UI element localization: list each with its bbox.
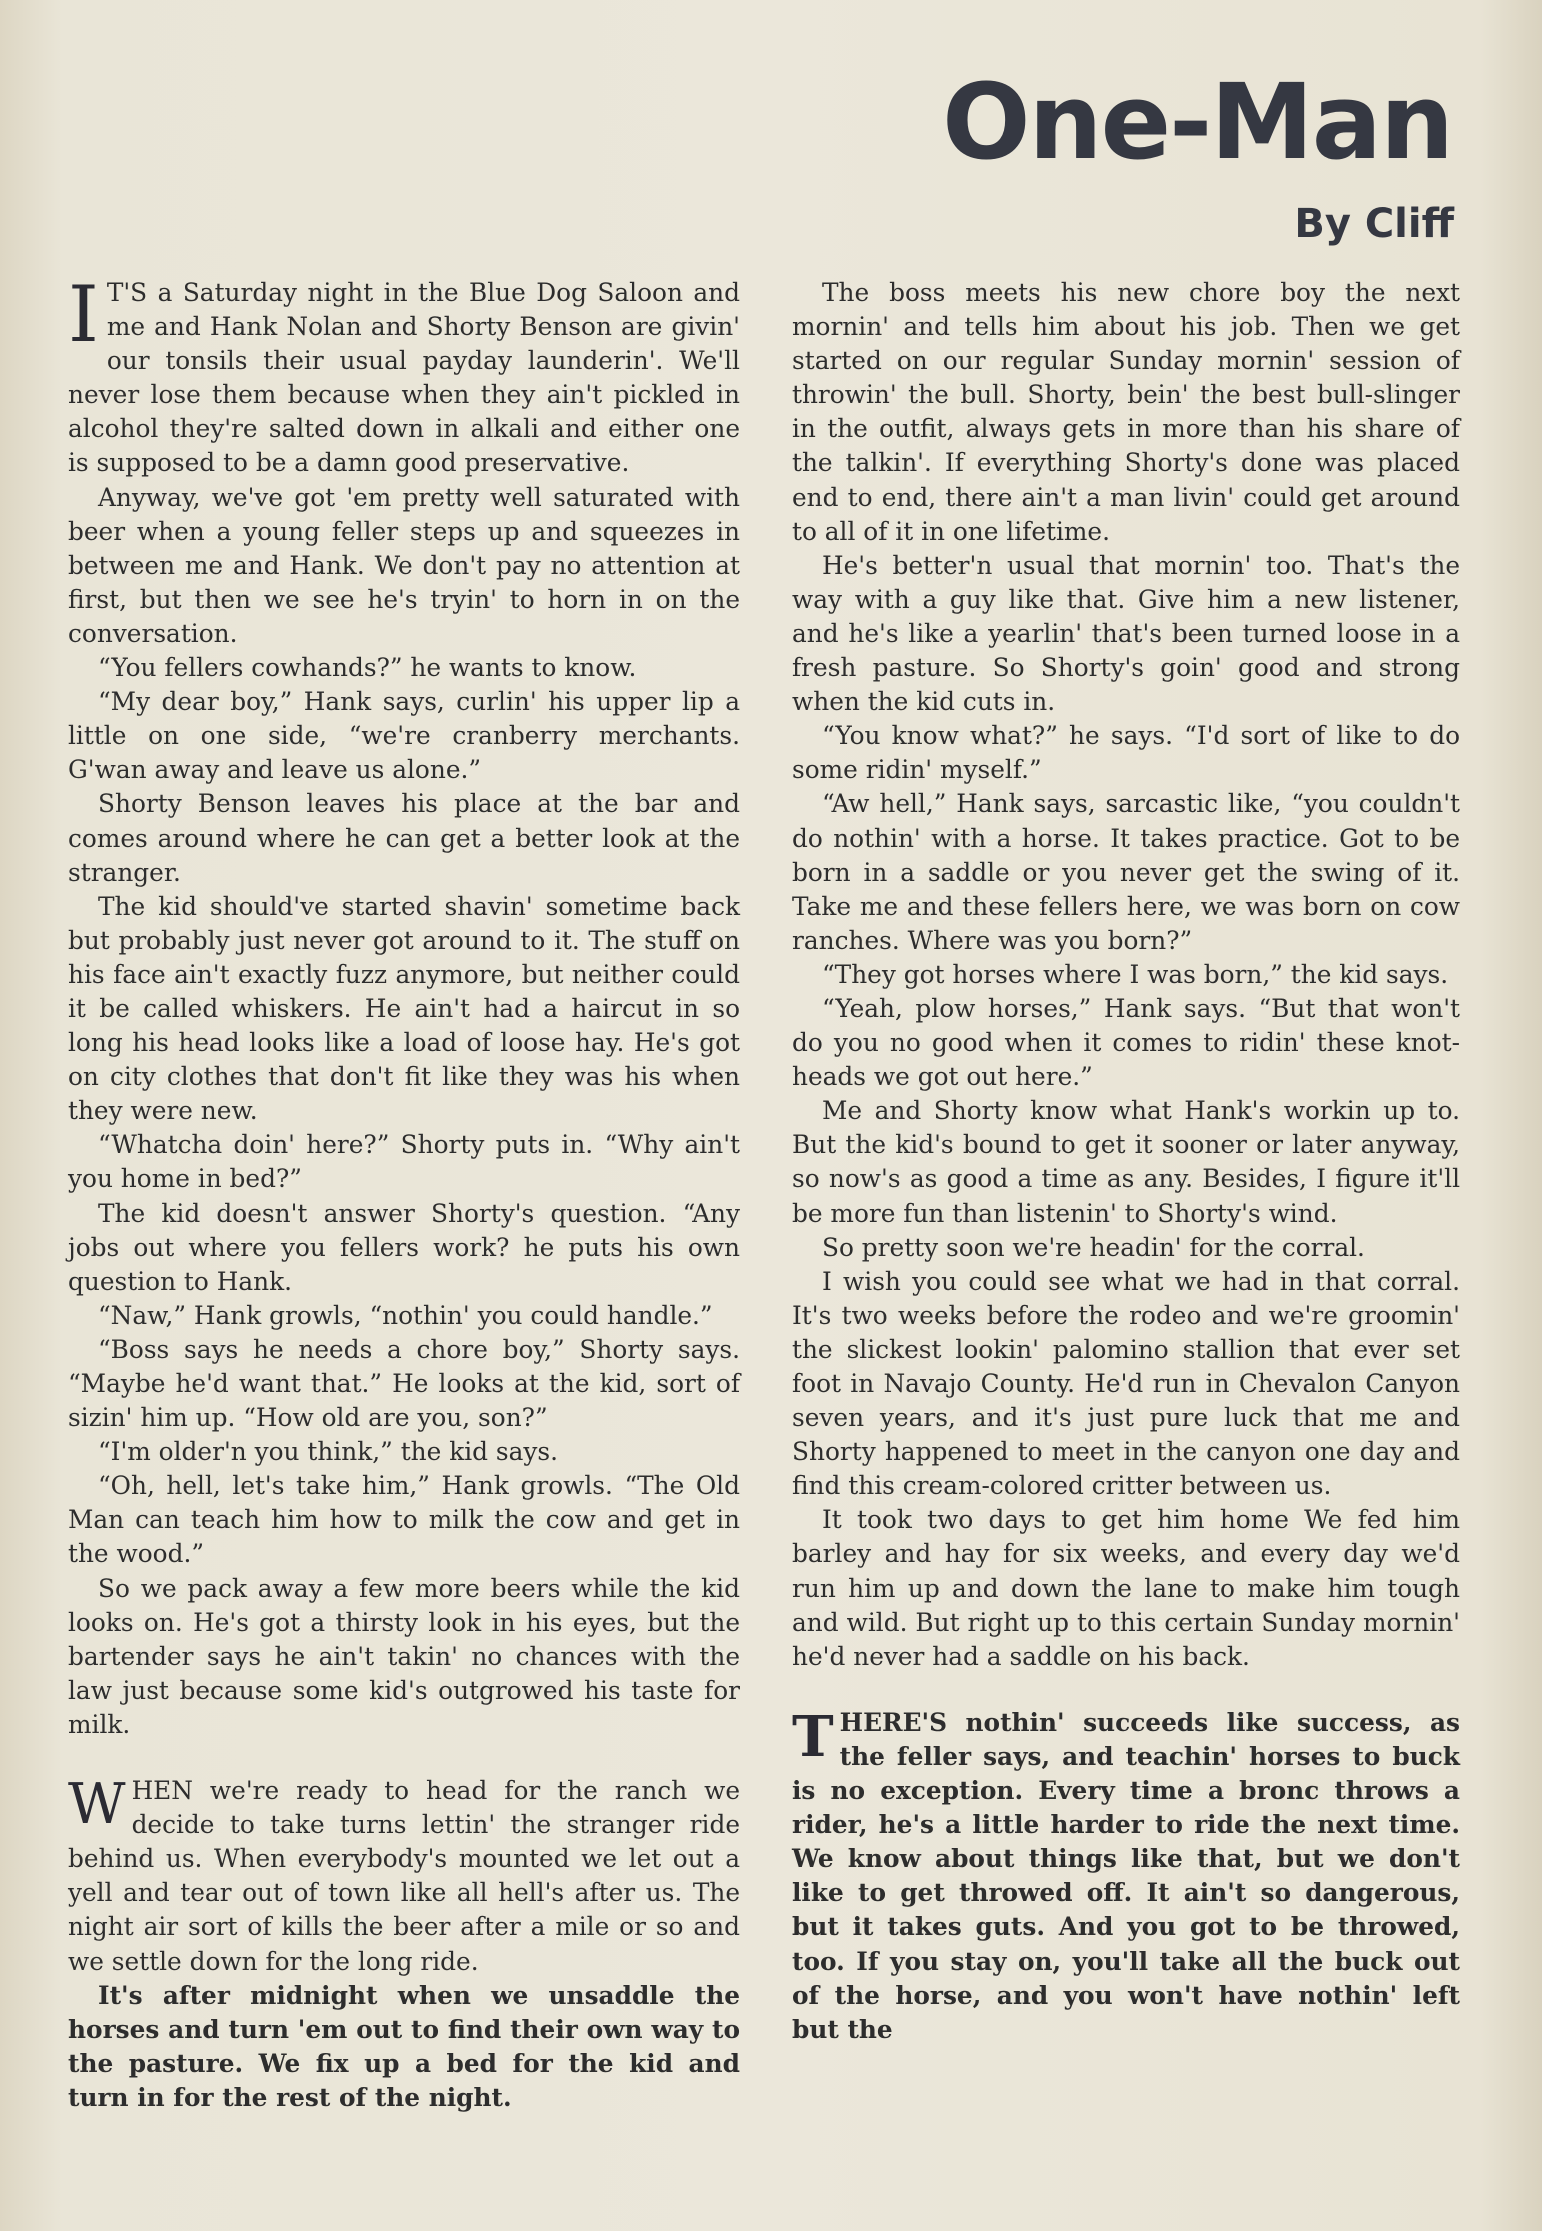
right-column	[792, 276, 1460, 2047]
paragraph: I wish you could see what we had in that corral. It's two weeks before the rodeo and we're groomin' the slickest lookin' palomino stallion that ever set foot in Navajo County. He'd run in Chevalon Canyon seven years, and it's just pure luck that me and Shorty happened to meet in the canyon one day and find this cream-colored critter between us.	[792, 1266, 1460, 1501]
paragraph: “Oh, hell, let's take him,” Hank growls. “The Old Man can teach him how to milk the cow and get in the wood.”	[68, 1471, 740, 1569]
paragraph: The boss meets his new chore boy the next mornin' and tells him about his job. Then we get started on our regular Sunday mornin' session of throwin' the bull. Shorty, bein' the best bull-slinger in the outfit, always gets in more than his share of the talkin'. If everything Shorty's done was placed end to end, there ain't a man livin' could get around to all of it in one lifetime.	[792, 278, 1460, 546]
author-byline: By Cliff	[1294, 201, 1454, 247]
paragraph: “They got horses where I was born,” the kid says.	[822, 959, 1449, 989]
paragraph	[68, 1774, 740, 1979]
paragraph: “My dear boy,” Hank says, curlin' his upper lip a little on one side, “we're cranberry merchants. G'wan away and leave us alone.”	[68, 687, 740, 785]
drop-cap: T	[792, 1703, 834, 1770]
paragraph	[68, 270, 740, 481]
paragraph: It's after midnight when we unsaddle the horses and turn 'em out to find their own way to the pasture. We fix up a bed for the kid and turn in for the rest of the night.	[68, 1980, 740, 2112]
paragraph: “You fellers cowhands?” he wants to know.	[98, 653, 637, 683]
paragraph: So we pack away a few more beers while the kid looks on. He's got a thirsty look in his eyes, but the bartender says he ain't takin' no chances with the law just because some kid's outgrowed his taste for milk.	[68, 1573, 740, 1739]
paragraph: “You know what?” he says. “I'd sort of like to do some ridin' myself.”	[792, 721, 1460, 785]
paragraph-text: HERE'S nothin' succeeds like success, as the feller says, and teachin' horses to buck is no exception. Every time a bronc throws a rider, he's a little harder to ride the next time. We know about things like that, but we don't like to get throwed off. It ain't so dangerous, but it takes guts. And you got to be throwed, too. If you stay on, you'll take all the buck out of the horse, and you won't have nothin' left but the	[792, 1707, 1460, 2044]
paragraph: “Boss says he needs a chore boy,” Shorty says. “Maybe he'd want that.” He looks at the kid, sort of sizin' him up. “How old are you, son?”	[68, 1334, 740, 1433]
paragraph: Anyway, we've got 'em pretty well saturated with beer when a young feller steps up and squeezes in between me and Hank. We don't pay no attention at first, but then we see he's tryin' to horn in on the conversation.	[68, 482, 740, 648]
paragraph-text: HEN we're ready to head for the ranch we decide to take turns lettin' the stranger ride behind us. When everybody's mounted we let out a yell and tear out of town like all hell's after us. The night air sort of kills the beer after a mile or so and we settle down for the long ride.	[68, 1776, 740, 1976]
paragraph: “Naw,” Hank growls, “nothin' you could handle.”	[98, 1300, 713, 1330]
paragraph: “I'm older'n you think,” the kid says.	[98, 1437, 559, 1467]
section-break	[68, 1742, 740, 1774]
paragraph-text: T'S a Saturday night in the Blue Dog Saloon and me and Hank Nolan and Shorty Benson are givin' our tonsils their usual payday launderin'. We'll never lose them because when they ain't pickled in alcohol they're salted down in alkali and either one is supposed to be a damn good preservative.	[68, 278, 740, 478]
paragraph: The kid should've started shavin' sometime back but probably just never got around to it. The stuff on his face ain't exactly fuzz anymore, but neither could it be called whiskers. He ain't had a haircut in so long his head looks like a load of loose hay. He's got on city clothes that don't fit like they was his when they were new.	[68, 891, 740, 1126]
story-title: One-Man	[942, 61, 1452, 183]
drop-cap: W	[68, 1772, 126, 1838]
section-break	[792, 1674, 1460, 1706]
left-column	[68, 270, 740, 2115]
paragraph: “Whatcha doin' here?” Shorty puts in. “Why ain't you home in bed?”	[68, 1130, 740, 1194]
paragraph: It took two days to get him home We fed him barley and hay for six weeks, and every day we'd run him up and down the lane to make him tough and wild. But right up to this certain Sunday mornin' he'd never had a saddle on his back.	[792, 1505, 1460, 1671]
paragraph: He's better'n usual that mornin' too. That's the way with a guy like that. Give him a new listener, and he's like a yearlin' that's been turned loose in a fresh pasture. So Shorty's goin' good and strong when the kid cuts in.	[792, 550, 1460, 717]
paragraph	[792, 1703, 1460, 2047]
paragraph: The kid doesn't answer Shorty's question. “Any jobs out where you fellers work? he puts his own question to Hank.	[68, 1198, 740, 1296]
paragraph: So pretty soon we're headin' for the corral.	[822, 1232, 1365, 1262]
paragraph: “Yeah, plow horses,” Hank says. “But that won't do you no good when it comes to ridin' these knot-heads we got out here.”	[792, 993, 1460, 1092]
paragraph: “Aw hell,” Hank says, sarcastic like, “you couldn't do nothin' with a horse. It takes practice. Got to be born in a saddle or you never get the swing of it. Take me and these fellers here, we was born on cow ranches. Where was you born?”	[792, 789, 1460, 955]
drop-cap: I	[68, 270, 99, 360]
paragraph: Shorty Benson leaves his place at the bar and comes around where he can get a better look at the stranger.	[68, 789, 740, 887]
paragraph: Me and Shorty know what Hank's workin up to. But the kid's bound to get it sooner or later anyway, so now's as good a time as any. Besides, I figure it'll be more fun than listenin' to Shorty's wind.	[792, 1096, 1460, 1228]
